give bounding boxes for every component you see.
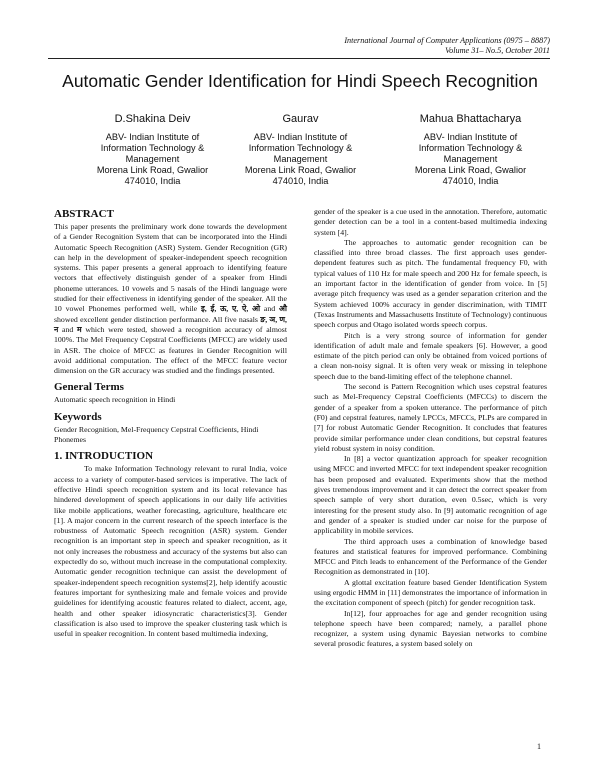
- author-affiliation: Information Technology &: [418, 143, 523, 153]
- author-affiliation: Information Technology &: [248, 143, 353, 153]
- journal-issue: Volume 31– No.5, October 2011: [445, 46, 550, 55]
- paper-title: Automatic Gender Identification for Hindi Speech Recognition: [62, 71, 538, 91]
- body-paragraph: A glottal excitation feature based Gender Identification System using ergodic HMM in [11] demonstrates the importance of information in the excitation component of speech (pitch) for gender recognition task.: [314, 577, 547, 608]
- author-affiliation: Management: [125, 154, 180, 164]
- devanagari-ma: म: [77, 324, 82, 334]
- keywords-heading: Keywords: [54, 410, 102, 423]
- page-number: 1: [537, 742, 541, 751]
- header-rule: [48, 58, 550, 59]
- author-address: 474010, India: [442, 176, 499, 186]
- author-affiliation: Management: [443, 154, 498, 164]
- devanagari-nasals: ङ, ञ, ण, न: [54, 314, 287, 334]
- devanagari-au: औ: [279, 304, 287, 314]
- author-affiliation: ABV- Indian Institute of: [253, 132, 348, 142]
- right-column: [314, 207, 547, 650]
- journal-name: International Journal of Computer Applications (0975 – 8887): [344, 36, 550, 45]
- author-affiliation: ABV- Indian Institute of: [105, 132, 200, 142]
- introduction-heading: 1. INTRODUCTION: [54, 450, 154, 463]
- author-name: D.Shakina Deiv: [114, 113, 191, 125]
- abstract-text: This paper presents the preliminary work done towards the development of a Gender Recognition System that can be incorporated into the Hindi Automatic Speech Recognition (ASR) System. Gender Recognition (GR) can help in the development of speaker-independent speech recognition systems. This paper presents a general approach to identifying feature vectors that effectively distinguish gender of a speaker from Hindi phoneme utterances. 10 vowels and 5 nasals of the Hindi language were studied for their effectiveness in identifying gender of the speaker. All the 10 vowel Phonemes performed well, while इ, ई, ऊ, ए, ऐ, ओ and औ showed excellent gender distinction performance. All five nasals ङ, ञ, ण, न and म which were tested, showed a recognition accuracy of almost 100%. The Mel Frequency Cepstral Coefficients (MFCC) are widely used in ASR. The choice of MFCC as features in Gender Recognition will avoid additional computation. The effect of the MFCC feature vector dimension on the GR accuracy was studied and the findings presented.: [54, 222, 288, 376]
- author-name: Gaurav: [282, 113, 319, 125]
- author-block-2: [218, 112, 383, 187]
- general-terms-text: Automatic speech recognition in Hindi: [54, 395, 176, 405]
- left-column: [54, 208, 287, 639]
- author-address: Morena Link Road, Gwalior: [96, 165, 209, 175]
- author-affiliation: Management: [273, 154, 328, 164]
- author-address: 474010, India: [124, 176, 181, 186]
- general-terms-heading: General Terms: [54, 381, 124, 394]
- author-address: Morena Link Road, Gwalior: [414, 165, 527, 175]
- introduction-paragraph: To make Information Technology relevant to rural India, voice access to a variety of computer-based services is imperative. The lack of effective Hindi speech recognition system and its local relevance has hindered development of speech applications in our daily life activities like mobile applications, weather forecasting, agriculture, healthcare etc [1]. A major concern in the current research of the speech interface is the robustness of Automatic Speech recognition (ASR) system. Gender recognition is an important step in speech and speaker recognition, as it not only increases the robustness and accuracy of the systems but also can expectedly do so, without much increase in the computational complexity. Automatic gender recognition technique can assist the development of speaker-independent speech recognition systems[2], help identify acoustic features important for synthesizing male and female voices and provide guidelines for identifying acoustic features related to dialect, accent, age, health and other speaker idiosyncratic characteristics[3]. Gender classification is also used to improve the speaker clustering task which is useful in speaker recognition. In content based multimedia indexing,: [54, 464, 287, 639]
- devanagari-vowels: इ, ई, ऊ, ए, ऐ, ओ: [200, 304, 261, 314]
- keywords-text: Gender Recognition, Mel-Frequency Cepstral Coefficients, Hindi Phonemes: [54, 424, 259, 445]
- body-paragraph: The approaches to automatic gender recognition can be classified into three broad classes. The first approach uses gender-dependent features such as pitch. The fundamental frequency F0, with typical values of 110 Hz for male speech and 200 Hz for female speech, is an important factor in the identification of gender from voice. In [5] average pitch frequency was used as a gender separation criterion and the System achieved 100% accuracy in gender discrimination, with TIMIT (Texas Instruments and Massachusetts Institute of Technology) continuous speech corpus and Otago isolated words speech corpus.: [314, 237, 547, 330]
- body-paragraph: The second is Pattern Recognition which uses cepstral features such as Mel-Frequency Cepstral Coefficients (MFCCs) to discern the gender of a speaker from a spoken utterance. The performance of pitch (F0) and cepstral features, namely LPCCs, MFCCs, PLPs are compared in [7] for robust Automatic Gender Recognition. It concludes that features provide similar performance under clean conditions, but cepstral features yield robust system in noisy condition.: [314, 382, 547, 453]
- author-affiliation: Information Technology &: [100, 143, 205, 153]
- author-address: 474010, India: [272, 176, 329, 186]
- author-affiliation: ABV- Indian Institute of: [423, 132, 518, 142]
- body-paragraph: Pitch is a very strong source of information for gender identification of adult male and female speakers [6]. However, a good estimate of the pitch period can only be obtained from voiced portions of a clean non-noisy signal. It is often very weak or missing in telephone speech due to the band-limiting effect of the telephone channel.: [314, 330, 547, 381]
- author-name: Mahua Bhattacharya: [419, 113, 522, 125]
- author-block-3: [388, 112, 553, 187]
- body-paragraph: In[12], four approaches for age and gender recognition using telephone speech have been compared; namely, a parallel phone recognizer, a system using dynamic Bayesian networks to combine several prosodic features, a system based solely on: [314, 608, 547, 649]
- author-address: Morena Link Road, Gwalior: [244, 165, 357, 175]
- body-paragraph: The third approach uses a combination of knowledge based features and statistical features for improved performance. Combining MFCC and Pitch leads to enhancement of the Performance of the Gender Recognition as demonstrated in [10].: [314, 536, 547, 577]
- abstract-heading: ABSTRACT: [54, 208, 114, 220]
- author-block-1: [70, 112, 235, 187]
- body-paragraph: gender of the speaker is a cue used in the annotation. Therefore, automatic gender detection can be a tool in a content-based multimedia indexing system [4].: [314, 207, 547, 237]
- body-paragraph: In [8] a vector quantization approach for speaker recognition using MFCC and inverted MFCC for text independent speaker recognition has been proposed and evaluated. Experiments show that the method gives tremendous improvement and it can detect the correct speaker from speech sample of very short duration, even 0.5sec, which is very interesting for the present study also. In [9] automatic recognition of age and gender of a speaker is studied under car noise for the purpose of applicability in mobile services.: [314, 454, 547, 536]
